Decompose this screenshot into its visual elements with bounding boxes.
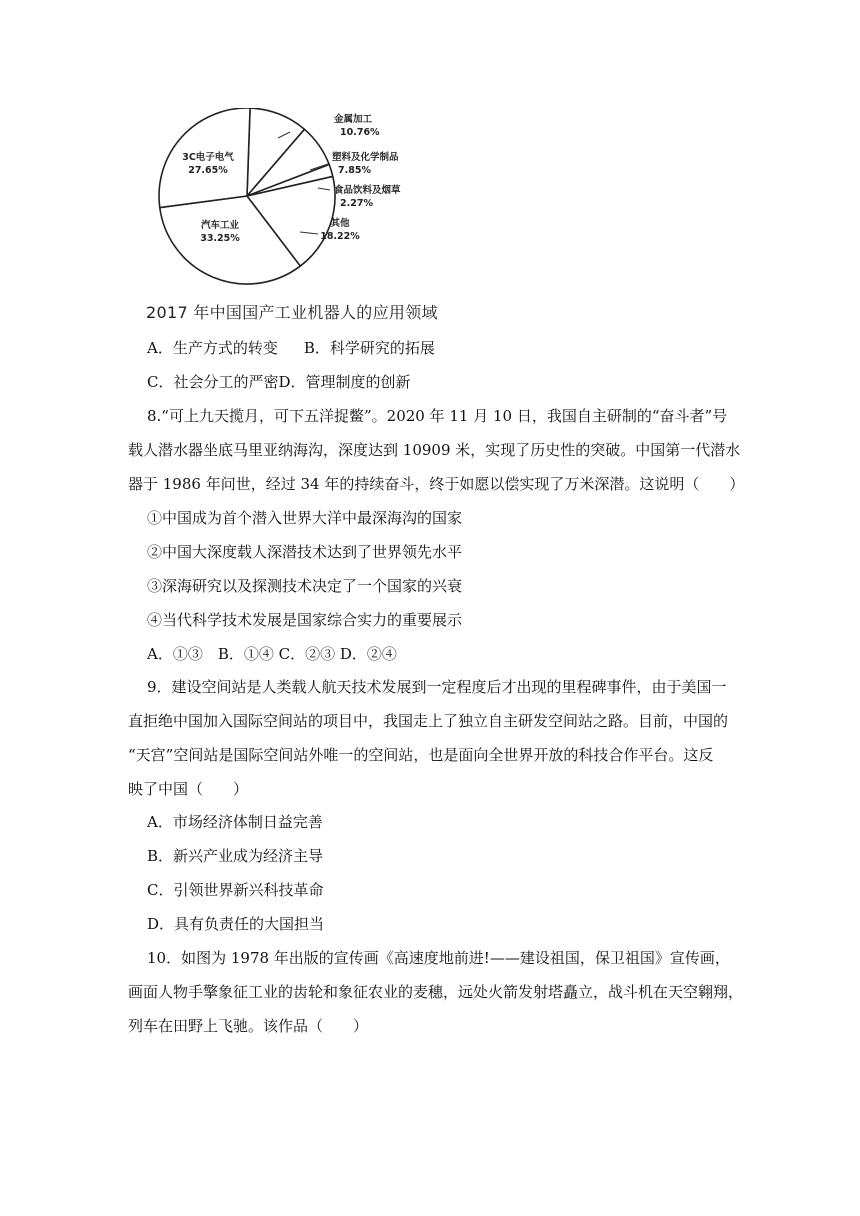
pie-chart (150, 108, 440, 288)
pie-label-1: 塑料及化学制品 (332, 152, 399, 163)
q8-line-2: 载人潜水器坐底马里亚纳海沟，深度达到 10909 米，实现了历史性的突破。中国第一代潜水 (128, 441, 741, 459)
q7-option-cd: C．社会分工的严密D．管理制度的创新 (147, 373, 411, 391)
q9-option-d: D．具有负责任的大国担当 (147, 915, 325, 933)
q8-item-1: ①中国成为首个潜入世界大洋中最深海沟的国家 (147, 509, 463, 527)
q8-stem (128, 406, 745, 508)
q8-item-4: ④当代科学技术发展是国家综合实力的重要展示 (147, 611, 463, 629)
q10-line-1: 10．如图为 1978 年出版的宣传画《高速度地前进!——建设祖国，保卫祖国》宣传画， (147, 949, 730, 967)
q8-options: A．①③ B．①④ C．②③ D．②④ (147, 645, 397, 663)
q10-line-2: 画面人物手擎象征工业的齿轮和象征农业的麦穗，远处火箭发射塔矗立，战斗机在天空翱翔， (128, 983, 744, 1001)
q9-line-1: 9．建设空间站是人类载人航天技术发展到一定程度后才出现的里程碑事件，由于美国一 (147, 678, 727, 696)
q9-line-4: 映了中国（ ） (128, 780, 249, 798)
pie-value-2: 2.27% (340, 198, 373, 209)
q7-option-a: A．生产方式的转变 B．科学研究的拓展 (147, 339, 435, 357)
pie-label-3: 其他 (330, 218, 350, 229)
pie-value-4: 33.25% (200, 233, 240, 244)
q8-line-3: 器于 1986 年问世，经过 34 年的持续奋斗，终于如愿以偿实现了万米深潜。这说明（ ） (128, 475, 745, 493)
q10-stem (128, 948, 744, 1050)
pie-label-2: 食品饮料及烟草 (334, 185, 401, 196)
pie-label-0: 金属加工 (334, 114, 373, 125)
q7-option-b: B．科学研究的拓展 (303, 339, 435, 357)
q8-item-2: ②中国大深度载人深潜技术达到了世界领先水平 (147, 543, 463, 561)
q10-line-3: 列车在田野上飞驰。该作品（ ） (128, 1017, 369, 1035)
chart-title: 2017 年中国国产工业机器人的应用领域 (146, 303, 438, 322)
pie-value-0: 10.76% (340, 127, 380, 138)
q8-line-1: 8.“可上九天揽月，可下五洋捉鳖”。2020 年 11 月 10 日，我国自主研制的“奋斗者”号 (147, 407, 728, 425)
q8-item-3: ③深海研究以及探测技术决定了一个国家的兴衰 (147, 577, 463, 595)
q9-option-a: A．市场经济体制日益完善 (147, 813, 323, 831)
pie-label-5: 3C电子电气 (182, 152, 234, 163)
pie-value-5: 27.65% (188, 165, 228, 176)
pie-value-1: 7.85% (338, 165, 371, 176)
pie-label-4: 汽车工业 (200, 220, 240, 231)
q9-option-c: C．引领世界新兴科技革命 (147, 881, 324, 899)
q9-option-b: B．新兴产业成为经济主导 (147, 847, 324, 865)
pie-value-3: 18.22% (320, 231, 360, 242)
q9-line-3: “天宫”空间站是国际空间站外唯一的空间站，也是面向全世界开放的科技合作平台。这反 (128, 746, 714, 764)
q9-stem (128, 677, 734, 813)
pie-slices (159, 108, 335, 284)
q9-line-2: 直拒绝中国加入国际空间站的项目中，我国走上了独立自主研发空间站之路。目前，中国的 (128, 712, 729, 730)
